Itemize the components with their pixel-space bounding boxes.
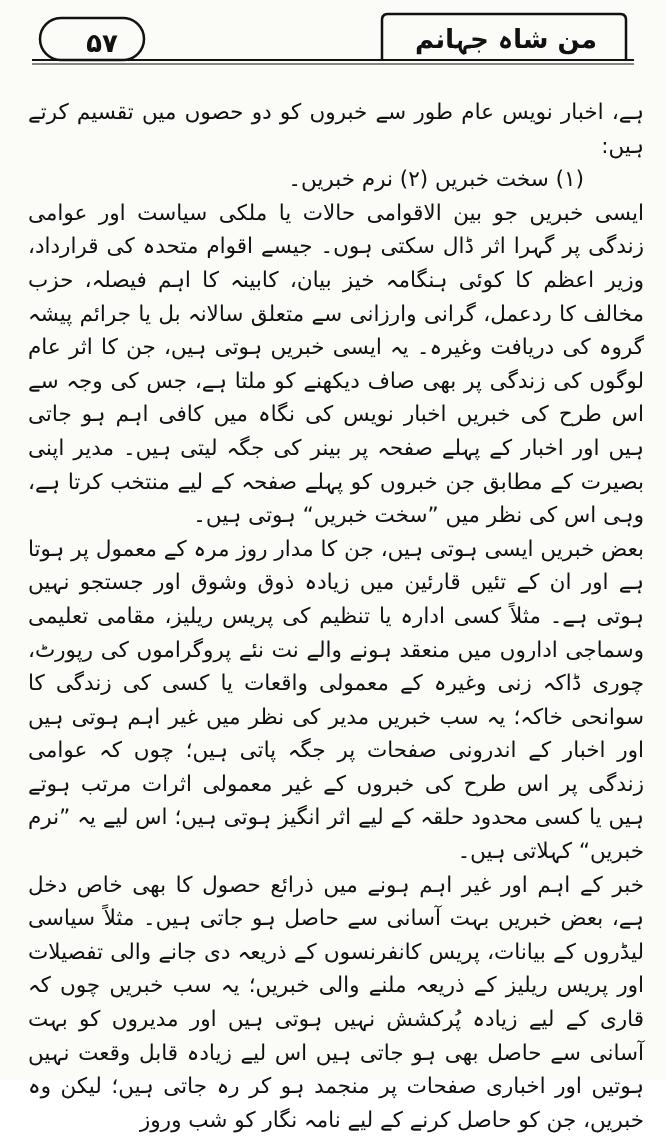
body-text — [28, 96, 644, 1133]
page-number: ۵۷ — [86, 29, 118, 59]
paragraph-hard-news: ایسی خبریں جو بین الاقوامی حالات یا ملکی سیاست اور عوامی زندگی پر گہرا اثر ڈال سکتی ہوں۔ جیسے اقوام متحدہ کی قرارداد، وزیر اعظم کا کوئی ہنگامہ خیز بیان، کابینہ کا اہم فیصلہ، حزب مخالف کا ردعمل، گرانی وارزانی سے متعلق سالانہ بل یا جرائم پیشہ گروہ کی دریافت وغیرہ۔ یہ ایسی خبریں ہوتی ہیں، جن کا اثر عام لوگوں کی زندگی پر بھی صاف دیکھنے کو ملتا ہے، جس کی وجہ سے اس طرح کی خبریں اخبار نویس کی نگاہ میں کافی اہم ہو جاتی ہیں اور اخبار کے پہلے صفحہ پر بینر کی جگہ لیتی ہیں۔ مدیر اپنی بصیرت کے مطابق جن خبروں کو پہلے صفحہ کے لیے منتخب کرتا ہے، وہی اس کی نظر میں ”سخت خبریں“ ہوتی ہیں۔ — [28, 200, 644, 529]
paragraph-list: (۱) سخت خبریں (۲) نرم خبریں۔ — [288, 167, 584, 193]
running-title: من شاہ جہانم — [414, 25, 598, 55]
paragraph-intro: ہے، اخبار نویس عام طور سے خبروں کو دو حصوں میں تقسیم کرتے ہیں: — [28, 100, 644, 159]
paragraph-sources: خبر کے اہم اور غیر اہم ہونے میں ذرائع حصول کا بھی خاص دخل ہے، بعض خبریں بہت آسانی سے حاصل ہو جاتی ہیں۔ مثلاً سیاسی لیڈروں کے بیانات، پریس کانفرنسوں کے ذریعہ دی جانے والی تفصیلات اور پریس ریلیز کے ذریعہ ملنے والی خبریں؛ یہ سب خبریں چوں کہ قاری کے لیے زیادہ پُرکشش نہیں ہوتی ہیں اور مدیروں کو بہت آسانی سے حاصل بھی ہو جاتی ہیں اس لیے زیادہ قابل وقعت نہیں ہوتیں اور اخباری صفحات پر منجمد ہو کر رہ جاتی ہیں؛ لیکن وہ خبریں، جن کو حاصل کرنے کے لیے نامہ نگار کو شب وروز — [28, 872, 644, 1133]
paragraph-soft-news: بعض خبریں ایسی ہوتی ہیں، جن کا مدار روز مرہ کے معمول پر ہوتا ہے اور ان کے تئیں قارئین میں زیادہ ذوق وشوق اور جستجو نہیں ہوتی ہے۔ مثلاً کسی ادارہ یا تنظیم کی پریس ریلیز، مقامی تعلیمی وسماجی اداروں میں منعقد ہونے والے نت نئے پروگراموں کی رپورٹ، چوری ڈاکہ زنی وغیرہ کے معمولی واقعات یا کسی کی زندگی کا سوانحی خاکہ؛ یہ سب خبریں مدیر کی نظر میں غیر اہم ہوتی ہیں اور اخبار کے اندرونی صفحات پر جگہ پاتی ہیں؛ چوں کہ عوامی زندگی پر اس طرح کی خبروں کے غیر معمولی اثرات مرتب ہوتے ہیں یا کسی محدود حلقہ کے لیے اثر انگیز ہوتی ہیں؛ اس لیے یہ ”نرم خبریں“ کہلاتی ہیں۔ — [28, 536, 644, 865]
page-header — [22, 10, 644, 76]
